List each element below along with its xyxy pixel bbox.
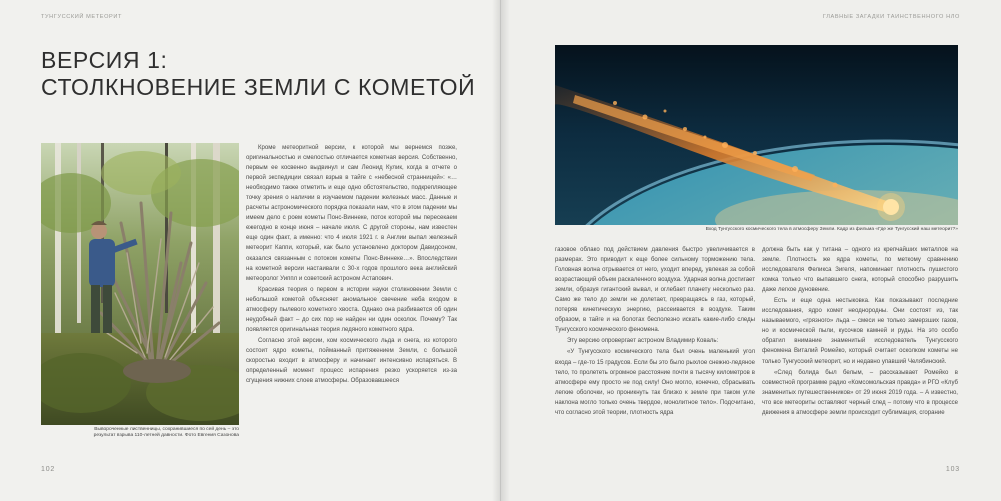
page-title <box>41 47 475 101</box>
photo-caption: Вывороченные лиственницы, сохранившиеся по сей день – это результат взрыва 110-летней давности. Фото Евгения Сазонова <box>93 427 239 439</box>
paragraph: Эту версию опровергает астроном Владимир Коваль: <box>567 338 719 345</box>
page-number-right: 103 <box>945 466 960 473</box>
left-page <box>0 0 500 501</box>
title-line-1: ВЕРСИЯ 1: <box>41 47 168 73</box>
comet-image <box>555 45 958 225</box>
paragraph: газовое облако под действием давления быстро увеличивается в размерах. Это приводит к еще более сильному торможению тела. Головная волна отрывается от него, уходит вперед, увлекая за собой возрастающий объем раскаленного воздуха. Ударная волна достигает земли, образуя гигантский вывал, и оглебает планету несколько раз. Само же тело до земли не долетает, превращаясь в газ, который, потеряв кинетическую энергию, рассеивается в воздухе. Таким образом, в тайге и на болотах бесполезно искать какие-либо следы Тунгусского космического феномена. <box>555 247 755 334</box>
running-head-right: ГЛАВНЫЕ ЗАГАДКИ ТАИНСТВЕННОГО НЛО <box>822 14 960 20</box>
paragraph: Кроме метеоритной версии, к которой мы вернемся позже, оригинальностью и смелостью отличается кометная версия. Собственно, первым ее косвенно выдвинул и сам Леонид Кулик, когда в отчете о первой экспедиции связал взрыв в тайге с «небесной странницей»: «…необходимо также отметить и еще одно обстоятельство, подкрепляющее точку зрения о наличии в изучаемом падении железных масс. Данные и расчеты астрономического порядка показали нам, что в этом падении мы имеем дело с роем кометы Понс-Виннеке, поток которой мы пересекаем ежегодно в конце июня – начале июля. С другой стороны, нам известен еще один факт, а именно: что 4 июля 1921 г. в Англии выпал железный метеорит Каппи, который, как было установлено доктором Давидсоном, оказался связанным с потоком кометы Понс-Виннеке…». Впоследствии на кометной версии настаивали с 30-х годов прошлого века английский метеоролог Уиппл и советский астроном Астапович. <box>246 145 457 282</box>
running-head-left: ТУНГУССКИЙ МЕТЕОРИТ <box>41 14 122 20</box>
forest-photo-art <box>41 143 239 425</box>
right-text-column-2 <box>762 245 958 418</box>
paragraph: «След болида был белым, – рассказывает Ромейко в совместной программе радио «Комсомольская правда» и РГО «Клуб знаменитых путешественников» от 29 июня 2019 года. – А известно, что все метеориты оставляют черный след – потому что в процессе движения в атмосфере земли происходит сублимация, сгорание <box>762 369 958 416</box>
paragraph: должна быть как у титана – одного из крепчайших металлов на земле. Плотность же ядра кометы, по меткому сравнению исследователя Феликса Зигеля, напоминает плотность пушистого комка только что выпавшего снега, который способно разрушить даже легкое дуновение. <box>762 247 958 294</box>
paragraph: «У Тунгусского космического тела был очень маленький угол входа – где-то 15 градусов. Если бы это было рыхлое снежно-ледяное тело, то пролететь огромное расстояние почти в тысячу километров в атмосфере ему просто не под силу! Оно могло, конечно, сбрасывать легкие оболочки, но проникнуть так близко к земле при таком угле наклона могло только очень твердое, монолитное тело». Подсчитано, что согласно этой теории, плотность ядра <box>555 349 755 416</box>
paragraph: Красивая теория о первом в истории науки столкновении Земли с небольшой кометой объясняет аномальное свечение неба входом в атмосферу пылевого кометного хвоста. Однако она разбивается об один неудобный факт – до сих пор не найден ни один осколок. Почему? Так появляется оригинальная теория ледяного кометного ядра. <box>246 286 457 333</box>
comet-image-caption: Вход Тунгусского космического тела в атмосферу Земли. Кадр из фильма «Где же Тунгусский наш метеорит?» <box>705 227 958 232</box>
forest-photo <box>41 143 239 425</box>
comet-image-art <box>555 45 958 225</box>
title-line-2: СТОЛКНОВЕНИЕ ЗЕМЛИ С КОМЕТОЙ <box>41 74 476 100</box>
paragraph: Согласно этой версии, ком космического льда и снега, из которого состоит ядро кометы, пойманный притяжением Земли, с большой скоростью входит в атмосферу и начинает интенсивно испаряться. В определенный момент процесс испарения резко ускоряется из-за сгущения нижних слоев атмосферы. Образовавшееся <box>246 337 457 385</box>
page-number-left: 102 <box>41 466 56 473</box>
paragraph: Есть и еще одна нестыковка. Как показывают последние исследования, ядро комет неоднородны. Они состоят из, так называемого, «грязного» льда – смеси не только замерзших газов, но и космической пыли, кусочков камней и руды. На это особо обратил внимание знаменитый исследователь Тунгусского феномена Виталий Ромейко, который считает осколком кометы не только Тунгусский метеорит, но и недавно упавший Челябинский. <box>762 298 958 365</box>
left-text-column <box>246 143 457 386</box>
right-text-column-1 <box>555 245 755 418</box>
